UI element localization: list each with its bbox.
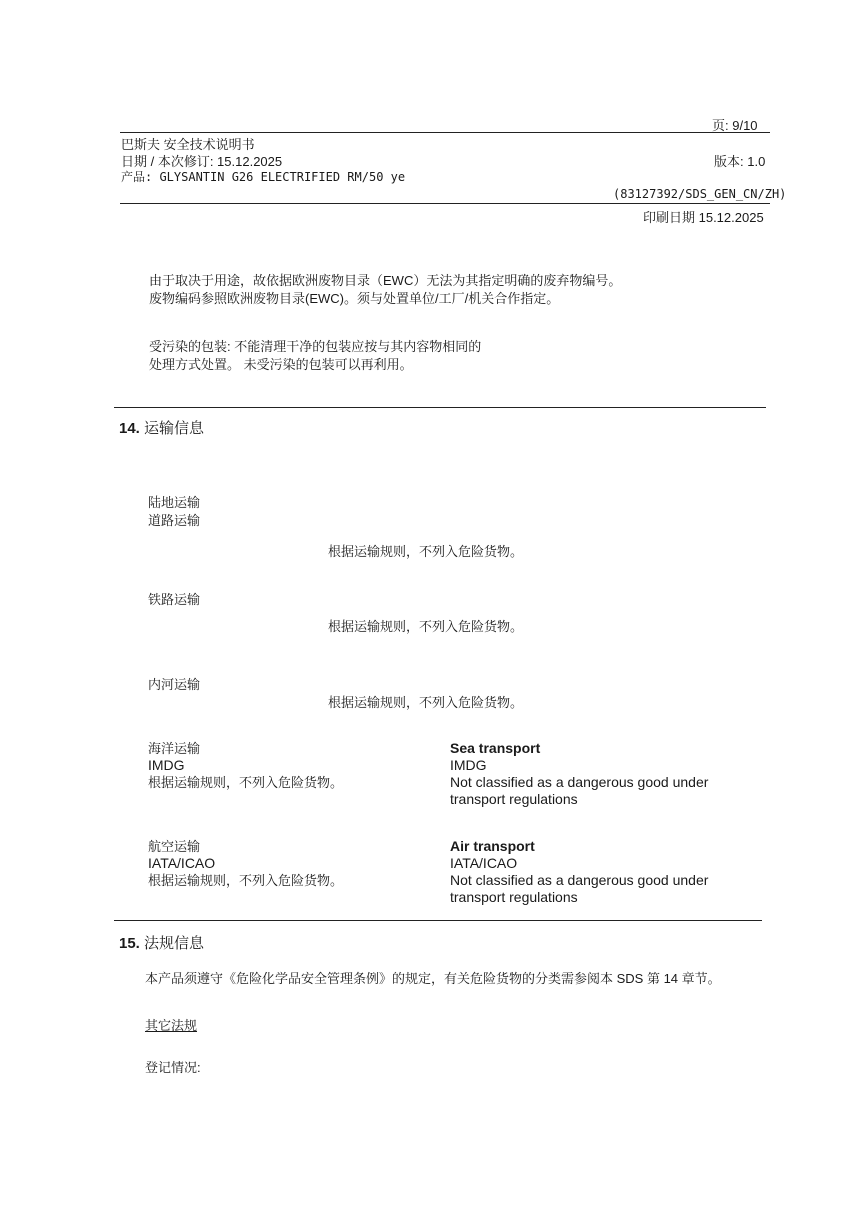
road-transport-label: 道路运输 <box>148 513 201 528</box>
sea-transport-cn-code: IMDG <box>148 757 185 773</box>
air-transport-cn-title: 航空运输 <box>148 839 201 854</box>
section-14-heading <box>119 417 204 438</box>
air-transport-en-title: Air transport <box>450 838 535 854</box>
road-transport-text: 根据运输规则，不列入危险货物。 <box>328 544 524 559</box>
print-date: 印刷日期 15.12.2025 <box>643 210 764 225</box>
other-regulations-label: 其它法规 <box>145 1018 198 1033</box>
section-14-rule <box>114 407 766 408</box>
section-14-title: 运输信息 <box>144 420 205 437</box>
packaging-line-2: 处理方式处置。 未受污染的包装可以再利用。 <box>149 357 413 372</box>
sea-transport-en <box>450 740 708 808</box>
version: 版本: 1.0 <box>714 154 766 169</box>
land-transport-label: 陆地运输 <box>148 495 201 510</box>
sea-transport-cn-text: 根据运输规则，不列入危险货物。 <box>148 775 344 790</box>
sea-transport-en-code: IMDG <box>450 757 487 773</box>
inland-waterway-label: 内河运输 <box>148 677 201 692</box>
regulatory-statement: 本产品须遵守《危险化学品安全管理条例》的规定，有关危险货物的分类需参阅本 SDS 第 14 章节。 <box>145 971 721 986</box>
air-transport-cn-text: 根据运输规则，不列入危险货物。 <box>148 873 344 888</box>
section-15-heading <box>119 932 204 953</box>
inland-waterway-text: 根据运输规则，不列入危险货物。 <box>328 695 524 710</box>
registration-status-label: 登记情况: <box>145 1060 201 1075</box>
section-15-rule <box>114 920 762 921</box>
page-number: 页: 9/10 <box>712 118 758 133</box>
header-top-rule <box>120 132 770 133</box>
date-revision: 日期 / 本次修订: 15.12.2025 <box>121 154 283 169</box>
header-bottom-rule <box>120 203 770 204</box>
sea-transport-en-title: Sea transport <box>450 740 541 756</box>
sea-transport-cn <box>148 740 343 791</box>
document-code: (83127392/SDS_GEN_CN/ZH) <box>613 187 787 201</box>
section-14-number: 14. <box>119 420 140 437</box>
packaging-line-1: 受污染的包装: 不能清理干净的包装应按与其内容物相同的 <box>149 339 482 354</box>
section-15-number: 15. <box>119 935 140 952</box>
air-transport-en-text-2: transport regulations <box>450 889 578 905</box>
waste-code-line-2: 废物编码参照欧洲废物目录(EWC)。须与处置单位/工厂/机关合作指定。 <box>149 291 560 306</box>
product-name: 产品: GLYSANTIN G26 ELECTRIFIED RM/50 ye <box>121 170 406 184</box>
air-transport-cn <box>148 838 343 889</box>
sea-transport-en-text-2: transport regulations <box>450 791 578 807</box>
waste-code-line-1: 由于取决于用途，故依据欧洲废物目录（EWC）无法为其指定明确的废弃物编号。 <box>149 273 622 288</box>
air-transport-en <box>450 838 708 906</box>
sea-transport-cn-title: 海洋运输 <box>148 741 201 756</box>
air-transport-en-code: IATA/ICAO <box>450 855 518 871</box>
sea-transport-en-text-1: Not classified as a dangerous good under <box>450 774 709 790</box>
air-transport-cn-code: IATA/ICAO <box>148 855 216 871</box>
rail-transport-label: 铁路运输 <box>148 592 201 607</box>
section-15-title: 法规信息 <box>144 935 205 952</box>
air-transport-en-text-1: Not classified as a dangerous good under <box>450 872 709 888</box>
rail-transport-text: 根据运输规则，不列入危险货物。 <box>328 619 524 634</box>
document-title: 巴斯夫 安全技术说明书 <box>121 137 255 152</box>
